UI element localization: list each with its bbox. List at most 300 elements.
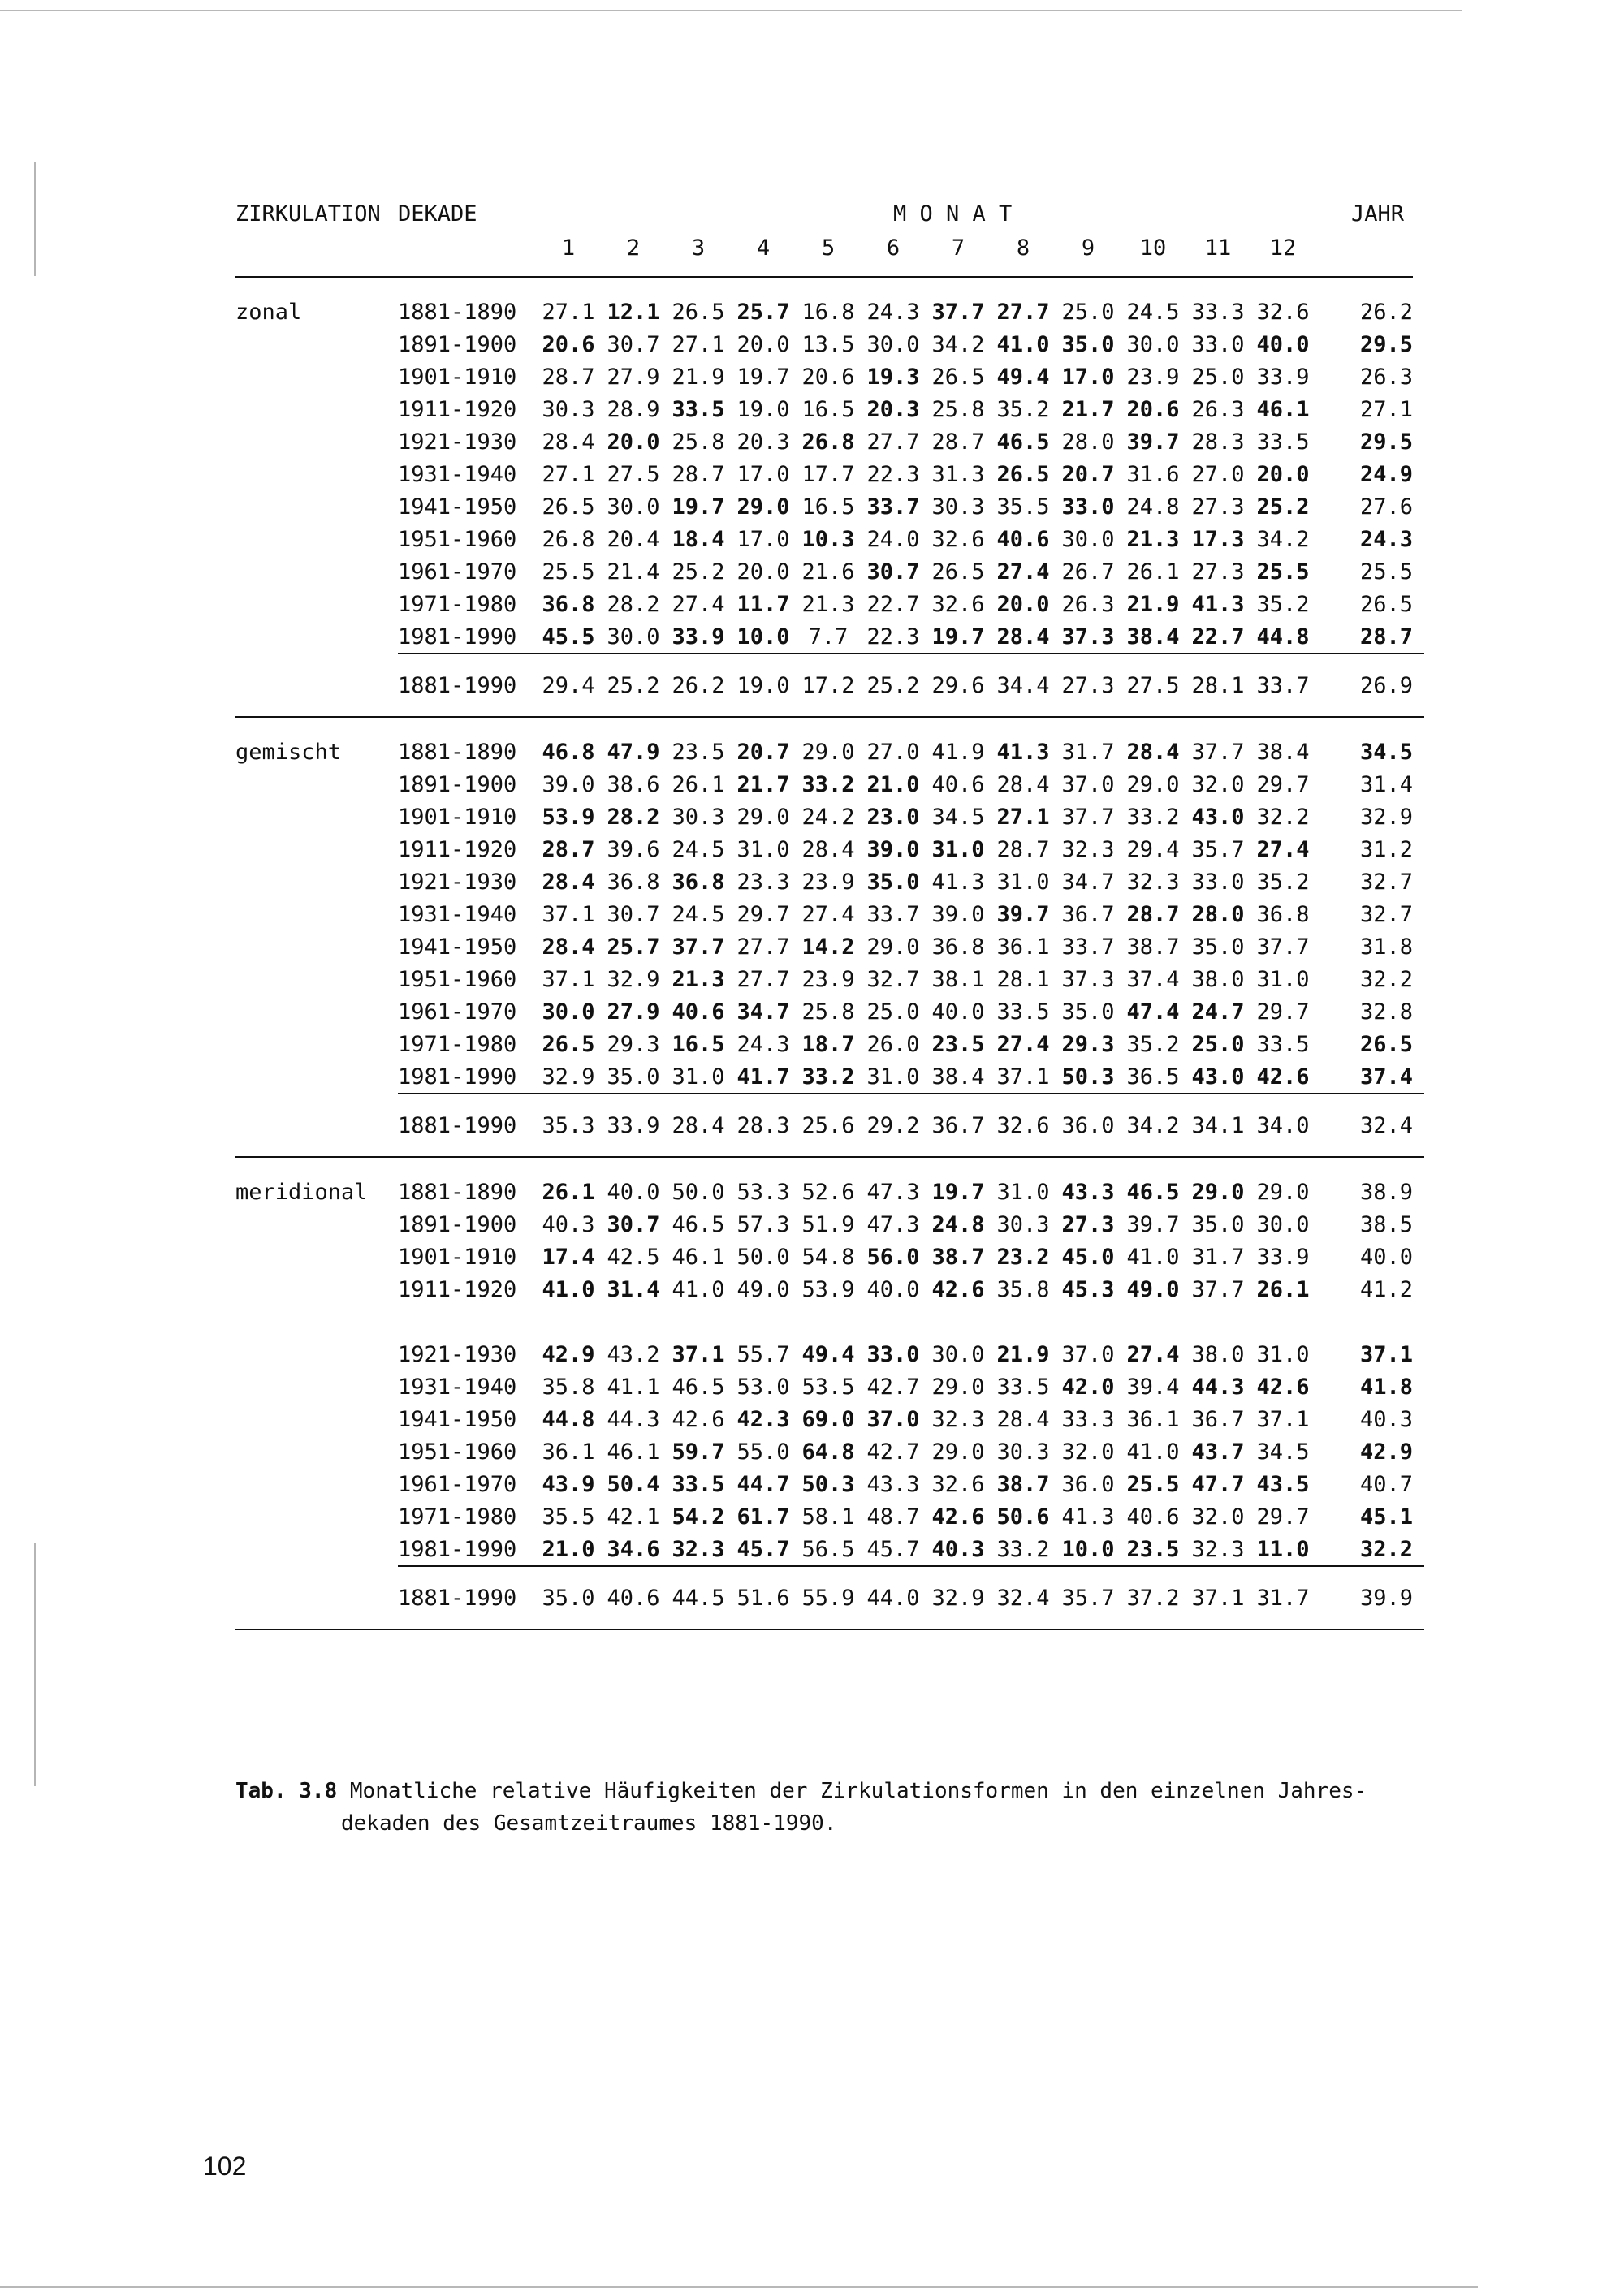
value-cell: 17.7 (801, 461, 855, 487)
value-cell: 37.0 (1061, 771, 1115, 797)
value-cell: 27.0 (1191, 461, 1245, 487)
summary-value-cell: 33.7 (1256, 672, 1310, 698)
value-cell: 41.3 (1191, 591, 1245, 617)
value-cell: 37.1 (542, 901, 595, 927)
rule-cell (398, 1566, 1424, 1582)
value-cell: 21.6 (801, 559, 855, 585)
value-cell: 55.7 (736, 1341, 790, 1367)
value-cell: 37.7 (1061, 804, 1115, 830)
value-cell: 34.2 (931, 331, 985, 357)
value-cell: 25.7 (736, 299, 790, 325)
spacer-row (235, 1306, 1424, 1338)
dekade-cell: 1891-1900 (398, 1211, 517, 1237)
value-cell: 27.4 (672, 591, 725, 617)
table-row (235, 995, 1424, 1028)
value-cell: 45.7 (736, 1536, 790, 1562)
header-dekade: DEKADE (398, 201, 477, 227)
value-cell: 24.5 (672, 901, 725, 927)
summary-value-cell: 29.4 (542, 672, 595, 698)
value-cell: 27.4 (801, 901, 855, 927)
value-cell: 33.5 (672, 1471, 725, 1497)
value-cell: 25.0 (866, 999, 920, 1025)
value-cell: 33.7 (1061, 934, 1115, 960)
value-cell: 32.3 (1126, 869, 1180, 895)
rule-cell (398, 654, 1424, 669)
value-cell: 39.0 (866, 836, 920, 862)
value-cell: 41.0 (996, 331, 1050, 357)
value-cell: 20.0 (1256, 461, 1310, 487)
dekade-cell: 1981-1990 (398, 624, 517, 650)
value-cell: 45.7 (866, 1536, 920, 1562)
dekade-cell: 1901-1910 (398, 804, 517, 830)
month-number: 2 (626, 235, 641, 261)
value-cell: 25.2 (1256, 494, 1310, 520)
value-cell: 27.4 (1256, 836, 1310, 862)
value-cell: 34.2 (1256, 526, 1310, 552)
gap-row (235, 1157, 1424, 1176)
table-caption (235, 1775, 1437, 1840)
value-cell: 31.0 (1256, 1341, 1310, 1367)
month-number: 4 (756, 235, 771, 261)
value-cell: 22.7 (1191, 624, 1245, 650)
value-cell: 46.1 (1256, 396, 1310, 422)
category-cell (235, 425, 398, 458)
value-cell: 20.7 (1061, 461, 1115, 487)
value-cell: 40.0 (607, 1179, 660, 1205)
line-row (235, 654, 1424, 669)
value-cell: 28.4 (1126, 739, 1180, 765)
value-cell: 20.3 (866, 396, 920, 422)
jahr-cell: 31.8 (1359, 934, 1413, 960)
value-cell: 42.7 (866, 1374, 920, 1400)
spacer-cell (235, 1566, 398, 1582)
summary-value-cell: 51.6 (736, 1585, 790, 1611)
value-cell: 22.3 (866, 461, 920, 487)
value-cell: 31.7 (1061, 739, 1115, 765)
value-cell: 34.5 (931, 804, 985, 830)
value-cell: 16.5 (672, 1031, 725, 1057)
value-cell: 42.6 (931, 1504, 985, 1530)
category-cell (235, 669, 398, 701)
value-cell: 42.9 (542, 1341, 595, 1367)
dekade-cell: 1881-1890 (398, 739, 517, 765)
spacer-cell (235, 654, 398, 669)
value-cell: 40.6 (1126, 1504, 1180, 1530)
value-cell: 20.7 (736, 739, 790, 765)
value-cell: 25.5 (542, 559, 595, 585)
value-cell: 35.0 (866, 869, 920, 895)
spacer-cell (235, 1094, 398, 1109)
value-cell: 21.4 (607, 559, 660, 585)
value-cell: 50.3 (801, 1471, 855, 1497)
value-cell: 36.1 (1126, 1406, 1180, 1432)
jahr-cell: 26.3 (1359, 364, 1413, 390)
table-row (235, 328, 1424, 360)
table-row (235, 1533, 1424, 1566)
value-cell: 40.0 (866, 1276, 920, 1302)
value-cell: 53.0 (736, 1374, 790, 1400)
jahr-cell: 27.1 (1359, 396, 1413, 422)
value-cell: 33.3 (1191, 299, 1245, 325)
value-cell: 27.1 (542, 299, 595, 325)
value-cell: 16.5 (801, 494, 855, 520)
value-cell: 28.9 (607, 396, 660, 422)
value-cell: 28.4 (996, 1406, 1050, 1432)
value-cell: 46.5 (672, 1374, 725, 1400)
value-cell: 25.5 (1256, 559, 1310, 585)
dekade-cell: 1911-1920 (398, 836, 517, 862)
dekade-cell: 1961-1970 (398, 1471, 517, 1497)
summary-row (235, 669, 1424, 701)
value-cell: 30.3 (542, 396, 595, 422)
value-cell: 32.0 (1191, 771, 1245, 797)
category-cell (235, 1338, 398, 1370)
value-cell: 32.3 (931, 1406, 985, 1432)
summary-value-cell: 35.0 (542, 1585, 595, 1611)
value-cell: 34.5 (1256, 1439, 1310, 1465)
category-cell (235, 1241, 398, 1273)
value-cell: 17.4 (542, 1244, 595, 1270)
value-cell: 20.6 (801, 364, 855, 390)
value-cell: 41.0 (542, 1276, 595, 1302)
value-cell: 30.7 (607, 1211, 660, 1237)
value-cell: 37.7 (1191, 739, 1245, 765)
value-cell: 39.7 (996, 901, 1050, 927)
value-cell: 35.7 (1191, 836, 1245, 862)
value-cell: 40.3 (931, 1536, 985, 1562)
value-cell: 42.6 (1256, 1374, 1310, 1400)
category-cell (235, 555, 398, 588)
value-cell: 56.5 (801, 1536, 855, 1562)
summary-value-cell: 27.5 (1126, 672, 1180, 698)
value-cell: 53.9 (542, 804, 595, 830)
category-cell (235, 1028, 398, 1060)
value-cell: 49.4 (801, 1341, 855, 1367)
dekade-cell: 1971-1980 (398, 1504, 517, 1530)
summary-value-cell: 34.4 (996, 672, 1050, 698)
value-cell: 30.0 (866, 331, 920, 357)
value-cell: 13.5 (801, 331, 855, 357)
dekade-cell: 1891-1900 (398, 331, 517, 357)
dekade-cell: 1961-1970 (398, 999, 517, 1025)
value-cell: 42.3 (736, 1406, 790, 1432)
value-cell: 29.0 (736, 494, 790, 520)
summary-value-cell: 27.3 (1061, 672, 1115, 698)
value-cell: 43.3 (866, 1471, 920, 1497)
value-cell: 32.6 (1256, 299, 1310, 325)
value-cell: 37.7 (931, 299, 985, 325)
table-row (235, 1403, 1424, 1435)
value-cell: 31.0 (996, 1179, 1050, 1205)
page-number: 102 (203, 2151, 247, 2181)
dekade-cell: 1911-1920 (398, 396, 517, 422)
value-cell: 50.4 (607, 1471, 660, 1497)
value-cell: 32.7 (866, 966, 920, 992)
summary-jahr-cell: 32.4 (1359, 1112, 1413, 1138)
value-cell: 12.1 (607, 299, 660, 325)
value-cell: 10.3 (801, 526, 855, 552)
table-row (235, 555, 1424, 588)
value-cell: 28.7 (1126, 901, 1180, 927)
category-cell (235, 588, 398, 620)
summary-value-cell: 28.3 (736, 1112, 790, 1138)
summary-value-cell: 55.9 (801, 1585, 855, 1611)
summary-value-cell: 37.1 (1191, 1585, 1245, 1611)
value-cell: 37.0 (866, 1406, 920, 1432)
value-cell: 28.4 (542, 869, 595, 895)
summary-value-cell: 36.0 (1061, 1112, 1115, 1138)
value-cell: 19.0 (736, 396, 790, 422)
value-cell: 26.5 (996, 461, 1050, 487)
value-cell: 36.8 (931, 934, 985, 960)
summary-value-cell: 34.1 (1191, 1112, 1245, 1138)
value-cell: 46.1 (672, 1244, 725, 1270)
spacer-cell (235, 701, 398, 717)
value-cell: 26.5 (931, 559, 985, 585)
value-cell: 28.4 (542, 429, 595, 455)
rule-cell (398, 1142, 1424, 1157)
value-cell: 27.7 (866, 429, 920, 455)
value-cell: 29.4 (1126, 836, 1180, 862)
table-row (235, 490, 1424, 523)
category-cell (235, 1582, 398, 1614)
value-cell: 30.7 (607, 901, 660, 927)
summary-row (235, 1582, 1424, 1614)
dekade-cell: 1901-1910 (398, 364, 517, 390)
value-cell: 42.0 (1061, 1374, 1115, 1400)
value-cell: 34.7 (1061, 869, 1115, 895)
value-cell: 32.9 (607, 966, 660, 992)
value-cell: 27.3 (1061, 1211, 1115, 1237)
value-cell: 27.7 (996, 299, 1050, 325)
value-cell: 44.8 (1256, 624, 1310, 650)
value-cell: 33.0 (866, 1341, 920, 1367)
value-cell: 37.1 (672, 1341, 725, 1367)
header-monat: M O N A T (893, 201, 1013, 227)
value-cell: 29.3 (607, 1031, 660, 1057)
value-cell: 28.0 (1191, 901, 1245, 927)
value-cell: 27.9 (607, 999, 660, 1025)
value-cell: 27.4 (1126, 1341, 1180, 1367)
frequency-table (235, 296, 1424, 1630)
header-zirkulation: ZIRKULATION (235, 201, 381, 227)
value-cell: 33.5 (1256, 429, 1310, 455)
dekade-cell: 1891-1900 (398, 771, 517, 797)
value-cell: 20.3 (736, 429, 790, 455)
value-cell: 39.4 (1126, 1374, 1180, 1400)
value-cell: 20.6 (1126, 396, 1180, 422)
dekade-cell: 1881-1890 (398, 299, 517, 325)
value-cell: 29.3 (1061, 1031, 1115, 1057)
value-cell: 37.7 (1191, 1276, 1245, 1302)
value-cell: 30.0 (1061, 526, 1115, 552)
value-cell: 59.7 (672, 1439, 725, 1465)
value-cell: 16.5 (801, 396, 855, 422)
value-cell: 28.4 (996, 624, 1050, 650)
value-cell: 21.9 (1126, 591, 1180, 617)
value-cell: 39.7 (1126, 429, 1180, 455)
category-cell (235, 768, 398, 801)
value-cell: 35.0 (1061, 999, 1115, 1025)
value-cell: 36.0 (1061, 1471, 1115, 1497)
table-row (235, 1208, 1424, 1241)
value-cell: 36.1 (542, 1439, 595, 1465)
value-cell: 25.8 (931, 396, 985, 422)
value-cell: 18.7 (801, 1031, 855, 1057)
value-cell: 35.2 (1256, 591, 1310, 617)
value-cell: 43.7 (1191, 1439, 1245, 1465)
value-cell: 42.5 (607, 1244, 660, 1270)
value-cell: 26.5 (542, 494, 595, 520)
value-cell: 30.3 (672, 804, 725, 830)
value-cell: 25.8 (801, 999, 855, 1025)
value-cell: 42.7 (866, 1439, 920, 1465)
value-cell: 52.6 (801, 1179, 855, 1205)
value-cell: 50.3 (1061, 1064, 1115, 1090)
value-cell: 23.9 (1126, 364, 1180, 390)
summary-value-cell: 26.2 (672, 672, 725, 698)
jahr-cell: 45.1 (1359, 1504, 1413, 1530)
dekade-cell: 1921-1930 (398, 429, 517, 455)
value-cell: 26.5 (672, 299, 725, 325)
value-cell: 20.0 (736, 331, 790, 357)
value-cell: 53.3 (736, 1179, 790, 1205)
value-cell: 37.3 (1061, 966, 1115, 992)
value-cell: 23.3 (736, 869, 790, 895)
value-cell: 20.4 (607, 526, 660, 552)
value-cell: 38.0 (1191, 1341, 1245, 1367)
summary-value-cell: 35.3 (542, 1112, 595, 1138)
header-jahr: JAHR (1351, 201, 1405, 227)
value-cell: 29.0 (931, 1374, 985, 1400)
table-row (235, 1500, 1424, 1533)
value-cell: 27.3 (1191, 494, 1245, 520)
table-row (235, 1435, 1424, 1468)
value-cell: 21.9 (672, 364, 725, 390)
jahr-cell: 32.9 (1359, 804, 1413, 830)
value-cell: 25.0 (1191, 1031, 1245, 1057)
value-cell: 26.1 (672, 771, 725, 797)
value-cell: 23.2 (996, 1244, 1050, 1270)
summary-value-cell: 28.1 (1191, 672, 1245, 698)
value-cell: 36.8 (542, 591, 595, 617)
value-cell: 29.7 (1256, 999, 1310, 1025)
value-cell: 43.0 (1191, 1064, 1245, 1090)
value-cell: 24.5 (1126, 299, 1180, 325)
caption-line-2: dekaden des Gesamtzeitraumes 1881-1990. (341, 1811, 837, 1836)
value-cell: 43.5 (1256, 1471, 1310, 1497)
value-cell: 18.4 (672, 526, 725, 552)
value-cell: 27.1 (542, 461, 595, 487)
value-cell: 39.0 (542, 771, 595, 797)
value-cell: 27.1 (672, 331, 725, 357)
value-cell: 35.5 (542, 1504, 595, 1530)
value-cell: 32.0 (1061, 1439, 1115, 1465)
value-cell: 26.8 (801, 429, 855, 455)
value-cell: 26.8 (542, 526, 595, 552)
value-cell: 11.7 (736, 591, 790, 617)
value-cell: 32.3 (1191, 1536, 1245, 1562)
value-cell: 33.2 (996, 1536, 1050, 1562)
value-cell: 33.2 (801, 771, 855, 797)
value-cell: 21.7 (1061, 396, 1115, 422)
value-cell: 38.6 (607, 771, 660, 797)
value-cell: 27.9 (607, 364, 660, 390)
dekade-cell: 1911-1920 (398, 1276, 517, 1302)
dekade-cell: 1941-1950 (398, 494, 517, 520)
value-cell: 27.7 (736, 966, 790, 992)
value-cell: 35.2 (1126, 1031, 1180, 1057)
dekade-cell: 1931-1940 (398, 461, 517, 487)
dekade-cell: 1971-1980 (398, 1031, 517, 1057)
value-cell: 19.3 (866, 364, 920, 390)
value-cell: 36.8 (1256, 901, 1310, 927)
value-cell: 23.9 (801, 869, 855, 895)
dekade-cell: 1881-1890 (398, 1179, 517, 1205)
value-cell: 25.5 (1126, 1471, 1180, 1497)
value-cell: 36.8 (607, 869, 660, 895)
category-cell (235, 490, 398, 523)
value-cell: 36.5 (1126, 1064, 1180, 1090)
value-cell: 42.1 (607, 1504, 660, 1530)
value-cell: 26.0 (866, 1031, 920, 1057)
value-cell: 40.0 (931, 999, 985, 1025)
value-cell: 33.0 (1061, 494, 1115, 520)
value-cell: 61.7 (736, 1504, 790, 1530)
scan-mark-left (34, 162, 36, 276)
value-cell: 23.5 (672, 739, 725, 765)
summary-value-cell: 19.0 (736, 672, 790, 698)
spacer-cell (235, 1306, 398, 1338)
jahr-cell: 31.2 (1359, 836, 1413, 862)
value-cell: 39.0 (931, 901, 985, 927)
dekade-cell: 1951-1960 (398, 526, 517, 552)
value-cell: 30.3 (996, 1211, 1050, 1237)
summary-value-cell: 35.7 (1061, 1585, 1115, 1611)
value-cell: 47.3 (866, 1211, 920, 1237)
value-cell: 54.8 (801, 1244, 855, 1270)
value-cell: 24.8 (931, 1211, 985, 1237)
value-cell: 28.4 (996, 771, 1050, 797)
value-cell: 29.0 (1256, 1179, 1310, 1205)
value-cell: 44.8 (542, 1406, 595, 1432)
value-cell: 30.0 (542, 999, 595, 1025)
spacer-cell (235, 1614, 398, 1629)
value-cell: 33.2 (801, 1064, 855, 1090)
table-row (235, 588, 1424, 620)
line-row (235, 1094, 1424, 1109)
category-cell (235, 1435, 398, 1468)
value-cell: 38.4 (1256, 739, 1310, 765)
table-row (235, 458, 1424, 490)
value-cell: 35.8 (996, 1276, 1050, 1302)
value-cell: 33.9 (672, 624, 725, 650)
value-cell: 30.3 (931, 494, 985, 520)
dekade-cell: 1951-1960 (398, 1439, 517, 1465)
dekade-cell: 1881-1990 (398, 1112, 517, 1138)
table-row (235, 768, 1424, 801)
dekade-cell: 1901-1910 (398, 1244, 517, 1270)
value-cell: 28.7 (996, 836, 1050, 862)
value-cell: 27.3 (1191, 559, 1245, 585)
jahr-cell: 26.5 (1359, 1031, 1413, 1057)
category-cell (235, 620, 398, 654)
value-cell: 32.2 (1256, 804, 1310, 830)
rule-cell (398, 1094, 1424, 1109)
jahr-cell: 24.3 (1359, 526, 1413, 552)
category-cell (235, 328, 398, 360)
summary-value-cell: 32.9 (931, 1585, 985, 1611)
